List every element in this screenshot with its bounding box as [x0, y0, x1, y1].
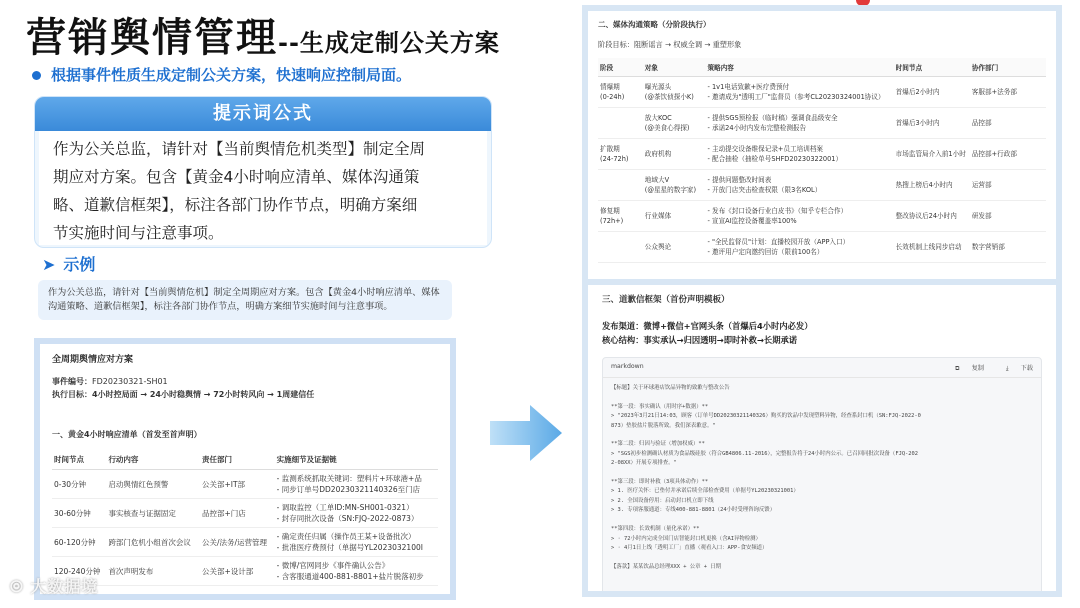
column-header: 协作部门 [970, 58, 1046, 77]
media-strategy-paper [588, 11, 1056, 591]
bullet-dot-icon [32, 71, 41, 80]
cell-time: 市场监管局介入前1小时 [894, 139, 970, 170]
column-header: 时间节点 [894, 58, 970, 77]
cell-time: 30-60分钟 [52, 499, 106, 528]
cell-stage [598, 170, 643, 201]
formula-body [39, 131, 487, 245]
watermark-logo: ⦾ 大数据境 [10, 577, 99, 596]
cell-target: 行业媒体 [643, 201, 706, 232]
formula-line: 作为公关总监，请针对【当前舆情危机类型】制定全周 [53, 140, 426, 158]
cell-time: 整改协议后24小时内 [894, 201, 970, 232]
cell-dept: 品控部 [970, 108, 1046, 139]
cell-detail: - 调取监控（工单ID:MN-SH001-0321） - 封存同批次设备（SN:FJQ-2022-0873） [275, 499, 438, 528]
event-label: 事件编号： [52, 377, 92, 386]
code-block [602, 357, 1042, 591]
table-row [598, 139, 1046, 170]
table-row [52, 528, 438, 557]
table-row [598, 77, 1046, 108]
formula-line: 期应对方案。包含【黄金4小时响应清单、媒体沟通策 [53, 168, 420, 186]
column-header: 策略内容 [706, 58, 894, 77]
table-row [598, 170, 1046, 201]
column-header: 阶段 [598, 58, 643, 77]
download-icon: ⤓ [1005, 365, 1009, 372]
media-strategy-section [588, 11, 1056, 271]
core-structure: 核心结构：事实承认→归因透明→即时补救→长期承诺 [602, 335, 798, 345]
cell-time: 60-120分钟 [52, 528, 106, 557]
plan-heading: 全周期舆情应对方案 [52, 355, 134, 365]
column-header: 责任部门 [200, 450, 275, 470]
column-header: 对象 [643, 58, 706, 77]
cell-target: 地域大V (@星星的数字家) [643, 170, 706, 201]
table-row [52, 557, 438, 586]
cell-target: 政府机构 [643, 139, 706, 170]
cell-action: 启动舆情红色预警 [106, 470, 200, 499]
cell-dept: 研发部 [970, 201, 1046, 232]
cell-dept: 客服部+法务部 [970, 77, 1046, 108]
cell-stage: 修复期 (72h+) [598, 201, 643, 232]
cell-strategy: - "全民监督员"计划：直播校园开放（APP入口） - 邀评用户定向邀约回访（限前100名） [706, 232, 894, 263]
cell-action: 首次声明发布 [106, 557, 200, 586]
table-row [52, 499, 438, 528]
cell-action: 跨部门危机小组首次会议 [106, 528, 200, 557]
cell-strategy: - 提供SGS预检报（临时稿）强调食品级安全 - 承诺24小时内发布完整检测报告 [706, 108, 894, 139]
copy-button[interactable]: ⧉ 复制 [955, 365, 984, 372]
formula-header: 提示词公式 [35, 97, 491, 131]
cell-target: 公众舆论 [643, 232, 706, 263]
copy-icon: ⧉ [955, 365, 960, 372]
cell-dept: 品控部+门店 [200, 499, 275, 528]
title-sub: --生成定制公关方案 [278, 29, 500, 57]
cell-detail: - 确定责任归属（操作员王某+设备批次） - 批准医疗费预付（单据号YL2023032100I [275, 528, 438, 557]
goal-label: 执行目标： [52, 390, 92, 399]
page-title [26, 6, 500, 63]
media-stage-goal: 阶段目标：阻断谣言 → 权威全调 → 重塑形象 [598, 40, 742, 49]
cell-time: 热搜上榜后4小时内 [894, 170, 970, 201]
media-section-title: 二、媒体沟通策略（分阶段执行） [598, 20, 711, 29]
cell-target: 放大KOC (@美食心得探) [643, 108, 706, 139]
download-button[interactable]: ⤓ 下载 [1005, 365, 1033, 372]
cell-time: 120-240分钟 [52, 557, 106, 586]
cell-dept: 公关部+IT部 [200, 470, 275, 499]
cell-dept: 运营部 [970, 170, 1046, 201]
example-label: 示例 [63, 255, 96, 274]
publish-channels: 发布渠道：微博+微信+官网头条（首爆后4小时内必发） [602, 321, 813, 331]
plan-meta [52, 375, 438, 401]
cell-dept: 公关部+设计部 [200, 557, 275, 586]
cell-detail: - 监测系统抓取关键词：塑料片+环球港+品 - 同步订单号DD20230321140326至门店 [275, 470, 438, 499]
cell-dept: 品控部+行政部 [970, 139, 1046, 170]
cell-time: 长效机制上线同步启动 [894, 232, 970, 263]
summary-bullet [32, 64, 411, 85]
cell-time: 0-30分钟 [52, 470, 106, 499]
column-header: 行动内容 [106, 450, 200, 470]
cell-stage [598, 108, 643, 139]
cell-strategy: - 提供问题整改时间表 - 开放门店突击检查权限（限3名KOL） [706, 170, 894, 201]
table-row [598, 201, 1046, 232]
event-number: FD20230321-SH01 [92, 377, 168, 386]
flow-arrow-icon [490, 405, 562, 461]
cell-dept: 数字营销部 [970, 232, 1046, 263]
cell-strategy: - 1v1电话致歉+医疗费预付 - 邀请成为"透明工厂"监督员（参考CL20230324001协议） [706, 77, 894, 108]
prompt-formula-card [34, 96, 492, 248]
apology-section-title: 三、道歉信框架（首份声明模板） [602, 295, 730, 305]
formula-line: 略、道歉信框架】，标注各部门协作节点，明确方案细 [53, 196, 418, 214]
title-main: 营销舆情管理 [26, 15, 278, 61]
arrow-right-icon: ➤ [42, 255, 56, 274]
plan-document-screenshot [34, 338, 456, 600]
cell-time: 首爆后2小时内 [894, 77, 970, 108]
watermark-icon: ⦾ [10, 577, 24, 596]
table-row [52, 470, 438, 499]
code-language: markdown [611, 363, 644, 370]
table-row [598, 232, 1046, 263]
media-strategy-table [598, 58, 1046, 263]
section-title: 一、黄金4小时响应清单（首发至首声明） [52, 430, 202, 439]
prompt-example-box: 作为公关总监，请针对【当前舆情危机】制定全周期应对方案。包含【黄金4小时响应清单、媒体沟通策略、道歉信框架】，标注各部门协作节点，明确方案细节实施时间与注意事项。 [38, 280, 452, 320]
column-header: 时间节点 [52, 450, 106, 470]
code-content: 【标题】关于环球港店饮品异物的致歉与整改公告 **第一段：事实确认（用时序+数据）** > "2023年3月21日14:03，顾客（订单号DD20230321140326）购买的饮品中发现塑料异物，经查系封口机（SN:FJQ-2022-0 873）垫胶盐片脱落所致。我们深表歉意。" **第二段：归因与验证（增加权威）** > "SGS初步检测确认材质为食品级硅胶（符合GB4806.11-2016），完整报告将于24小时内公示。已召回同批次设备（FJQ-202 2-08XX）开展专项排查。" **第三段：即时补救（3项具体动作）** > 1. 医疗关怀：已垫付并承诺后续全部检查费用（单据号YL20230321001） > 2. 全国设备停用：启动封口机立即下线 > 3. 专项客服通道：专线400-881-8801（24小时受理咨询反馈） **第四段：长效机制（量化承诺）** > · 72小时内完成全国门店智能封口机更换（含AI异物检测） > · 4月1日上线「透明工厂」直播（观看入口：APP-食安频道） 【落款】某某饮品总经理XXX + 公章 + 日期 [611, 385, 921, 570]
cell-stage [598, 232, 643, 263]
summary-text: 根据事件性质生成定制公关方案，快速响应控制局面。 [51, 66, 412, 84]
plan-document-paper [40, 344, 450, 594]
column-header: 实施细节及证据链 [275, 450, 438, 470]
response-table [52, 450, 438, 586]
goal-text: 4小时控局面 → 24小时稳舆情 → 72小时转风向 → 1周建信任 [92, 390, 315, 399]
cell-action: 事实核查与证据固定 [106, 499, 200, 528]
cell-strategy: - 发布《封口设备行业白皮书》（知乎专栏合作） - 宣宣AI监控设备覆盖率100% [706, 201, 894, 232]
cell-detail: - 微博/官网同步《事件确认公告》 - 含客服通道400-881-8801+盐片脱落初步 [275, 557, 438, 586]
formula-line: 节实施时间与注意事项。 [53, 224, 224, 242]
cell-stage: 扩散期 (24-72h) [598, 139, 643, 170]
cell-target: 曝光源头 (@茶饮侦探小K) [643, 77, 706, 108]
apology-letter-section [588, 279, 1056, 591]
table-row [598, 108, 1046, 139]
code-toolbar [603, 358, 1041, 378]
example-heading [42, 252, 95, 275]
cell-time: 首爆后3小时内 [894, 108, 970, 139]
cell-dept: 公关/法务/运营管理 [200, 528, 275, 557]
cell-strategy: - 主动提交设备维保记录+员工培训档案 - 配合抽检（抽检单号SHFD20230322001） [706, 139, 894, 170]
media-strategy-screenshot [582, 5, 1062, 597]
cell-stage: 情爆期 (0-24h) [598, 77, 643, 108]
